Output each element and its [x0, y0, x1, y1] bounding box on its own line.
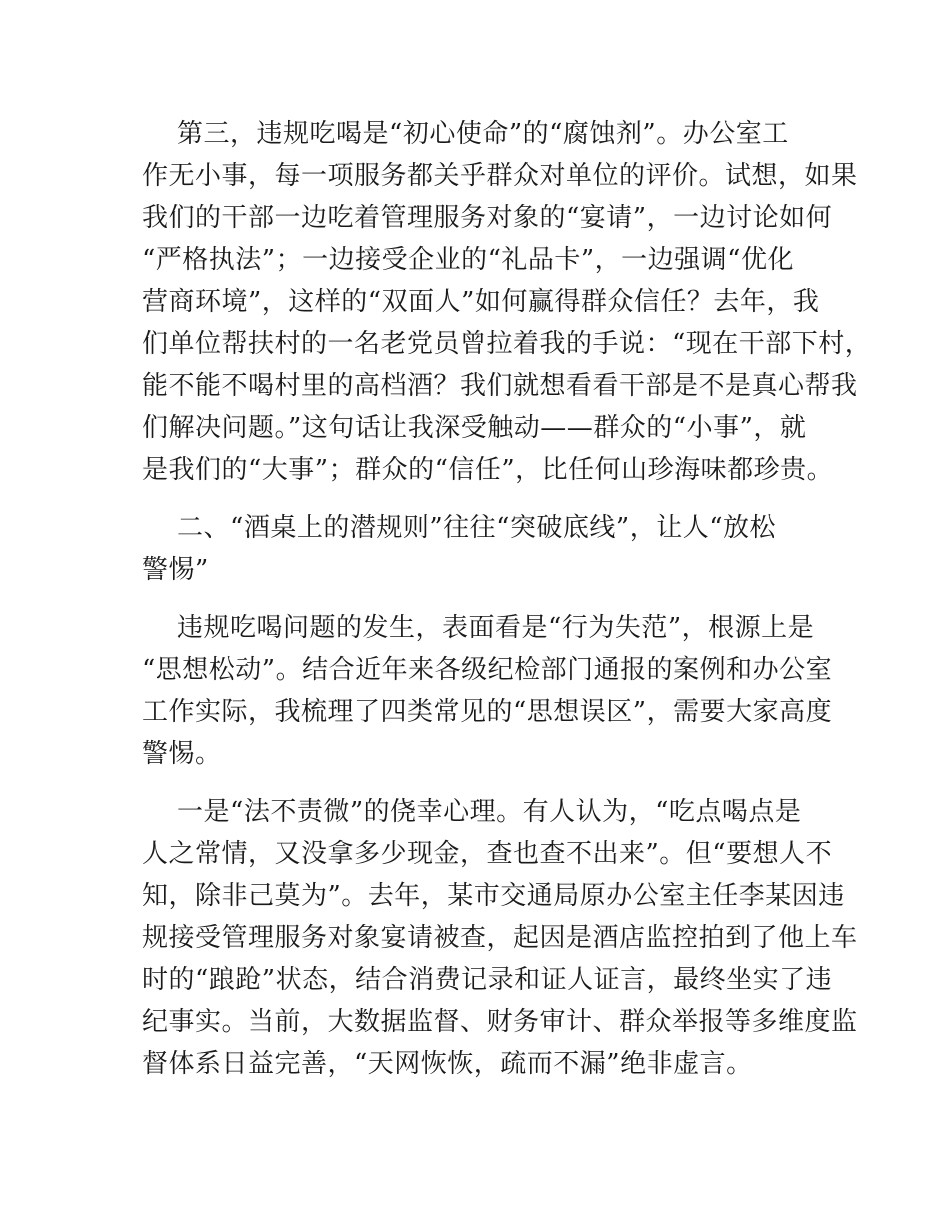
text-line: 们解决问题。”这句话让我深受触动——群众的“小事”，就: [142, 413, 807, 443]
paragraph-spacing: [142, 775, 812, 791]
text-line: 我们的干部一边吃着管理服务对象的“宴请”，一边讨论如何: [142, 203, 833, 233]
text-line: 人之常情，又没拿多少现金，查也查不出来”。但“要想人不: [142, 839, 833, 869]
text-line: 工作实际，我梳理了四类常见的“思想误区”，需要大家高度: [142, 697, 833, 727]
text-line: 知，除非己莫为”。去年，某市交通局原办公室主任李某因违: [142, 881, 845, 911]
paragraph-spacing: [142, 591, 812, 607]
text-line: 们单位帮扶村的一名老党员曾拉着我的手说：“现在干部下村，: [142, 329, 872, 359]
text-line: 纪事实。当前，大数据监督、财务审计、群众举报等多维度监: [142, 1007, 858, 1037]
section-heading: [142, 507, 812, 591]
text-line: 能不能不喝村里的高档酒？我们就想看看干部是不是真心帮我: [142, 371, 858, 401]
text-line: 第三，违规吃喝是“初心使命”的“腐蚀剂”。办公室工: [142, 119, 789, 149]
text-line: “严格执法”；一边接受企业的“礼品卡”，一边强调“优化: [142, 245, 794, 275]
heading-line: 二、“酒桌上的潜规则”往往“突破底线”，让人“放松: [142, 513, 777, 543]
text-line: 一是“法不责微”的侥幸心理。有人认为，“吃点喝点是: [142, 797, 802, 827]
heading-line: 警惕”: [142, 555, 209, 585]
text-line: 营商环境”，这样的“双面人”如何赢得群众信任？去年，我: [142, 287, 820, 317]
text-line: 规接受管理服务对象宴请被查，起因是酒店监控拍到了他上车: [142, 923, 858, 953]
paragraph-spacing: [142, 491, 812, 507]
paragraph-third-point: [142, 113, 872, 491]
text-line: 违规吃喝问题的发生，表面看是“行为失范”，根源上是: [142, 613, 815, 643]
paragraph-intro: [142, 607, 833, 775]
text-line: 作无小事，每一项服务都关乎群众对单位的评价。试想，如果: [142, 161, 858, 191]
text-line: “思想松动”。结合近年来各级纪检部门通报的案例和办公室: [142, 655, 833, 685]
text-line: 时的“踉跄”状态，结合消费记录和证人证言，最终坐实了违: [142, 965, 833, 995]
text-line: 警惕。: [142, 739, 222, 769]
text-line: 督体系日益完善，“天网恢恢，疏而不漏”绝非虚言。: [142, 1049, 753, 1079]
text-line: 是我们的“大事”；群众的“信任”，比任何山珍海味都珍贵。: [142, 455, 834, 485]
document-page: [142, 113, 872, 1085]
paragraph-first-misconception: [142, 791, 858, 1085]
